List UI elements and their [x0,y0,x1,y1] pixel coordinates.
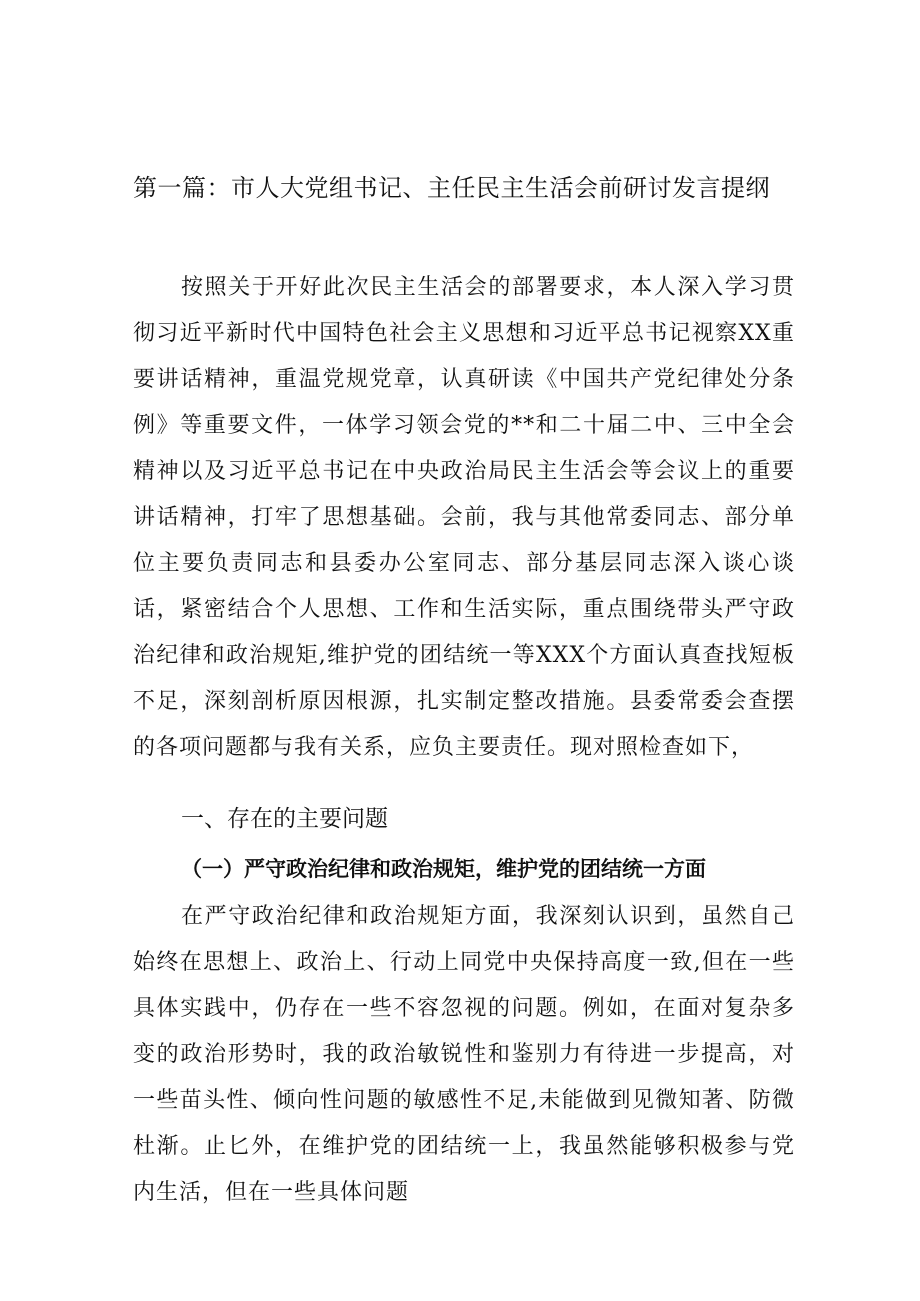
intro-paragraph: 按照关于开好此次民主生活会的部署要求，本人深入学习贯彻习近平新时代中国特色社会主义思想和习近平总书记视察XX重要讲话精神，重温党规党章，认真研读《中国共产党纪律处分条例》等重要文件，一体学习领会党的**和二十届二中、三中全会精神以及习近平总书记在中央政治局民主生活会等会议上的重要讲话精神，打牢了思想基础。会前，我与其他常委同志、部分单位主要负责同志和县委办公室同志、部分基层同志深入谈心谈话，紧密结合个人思想、工作和生活实际，重点围绕带头严守政治纪律和政治规矩,维护党的团结统一等XXX个方面认真查找短板不足，深刻剖析原因根源，扎实制定整改措施。县委常委会查摆的各项问题都与我有关系，应负主要责任。现对照检查如下， [133,275,795,760]
section-heading: 一、存在的主要问题 [181,806,388,832]
sub-heading: （一）严守政治纪律和政治规矩，维护党的团结统一方面 [181,856,706,881]
body-paragraph: 在严守政治纪律和政治规矩方面，我深刻认识到，虽然自己始终在思想上、政治上、行动上同党中央保持高度一致,但在一些具体实践中，仍存在一些不容忽视的问题。例如，在面对复杂多变的政治形势时，我的政治敏锐性和鉴别力有待进一步提高，对一些苗头性、倾向性问题的敏感性不足,未能做到见微知著、防微杜渐。止匕外，在维护党的团结统一上，我虽然能够积极参与党内生活，但在一些具体问题 [133,904,795,1205]
document-title: 第一篇：市人大党组书记、主任民主生活会前研讨发言提纲 [133,174,770,202]
